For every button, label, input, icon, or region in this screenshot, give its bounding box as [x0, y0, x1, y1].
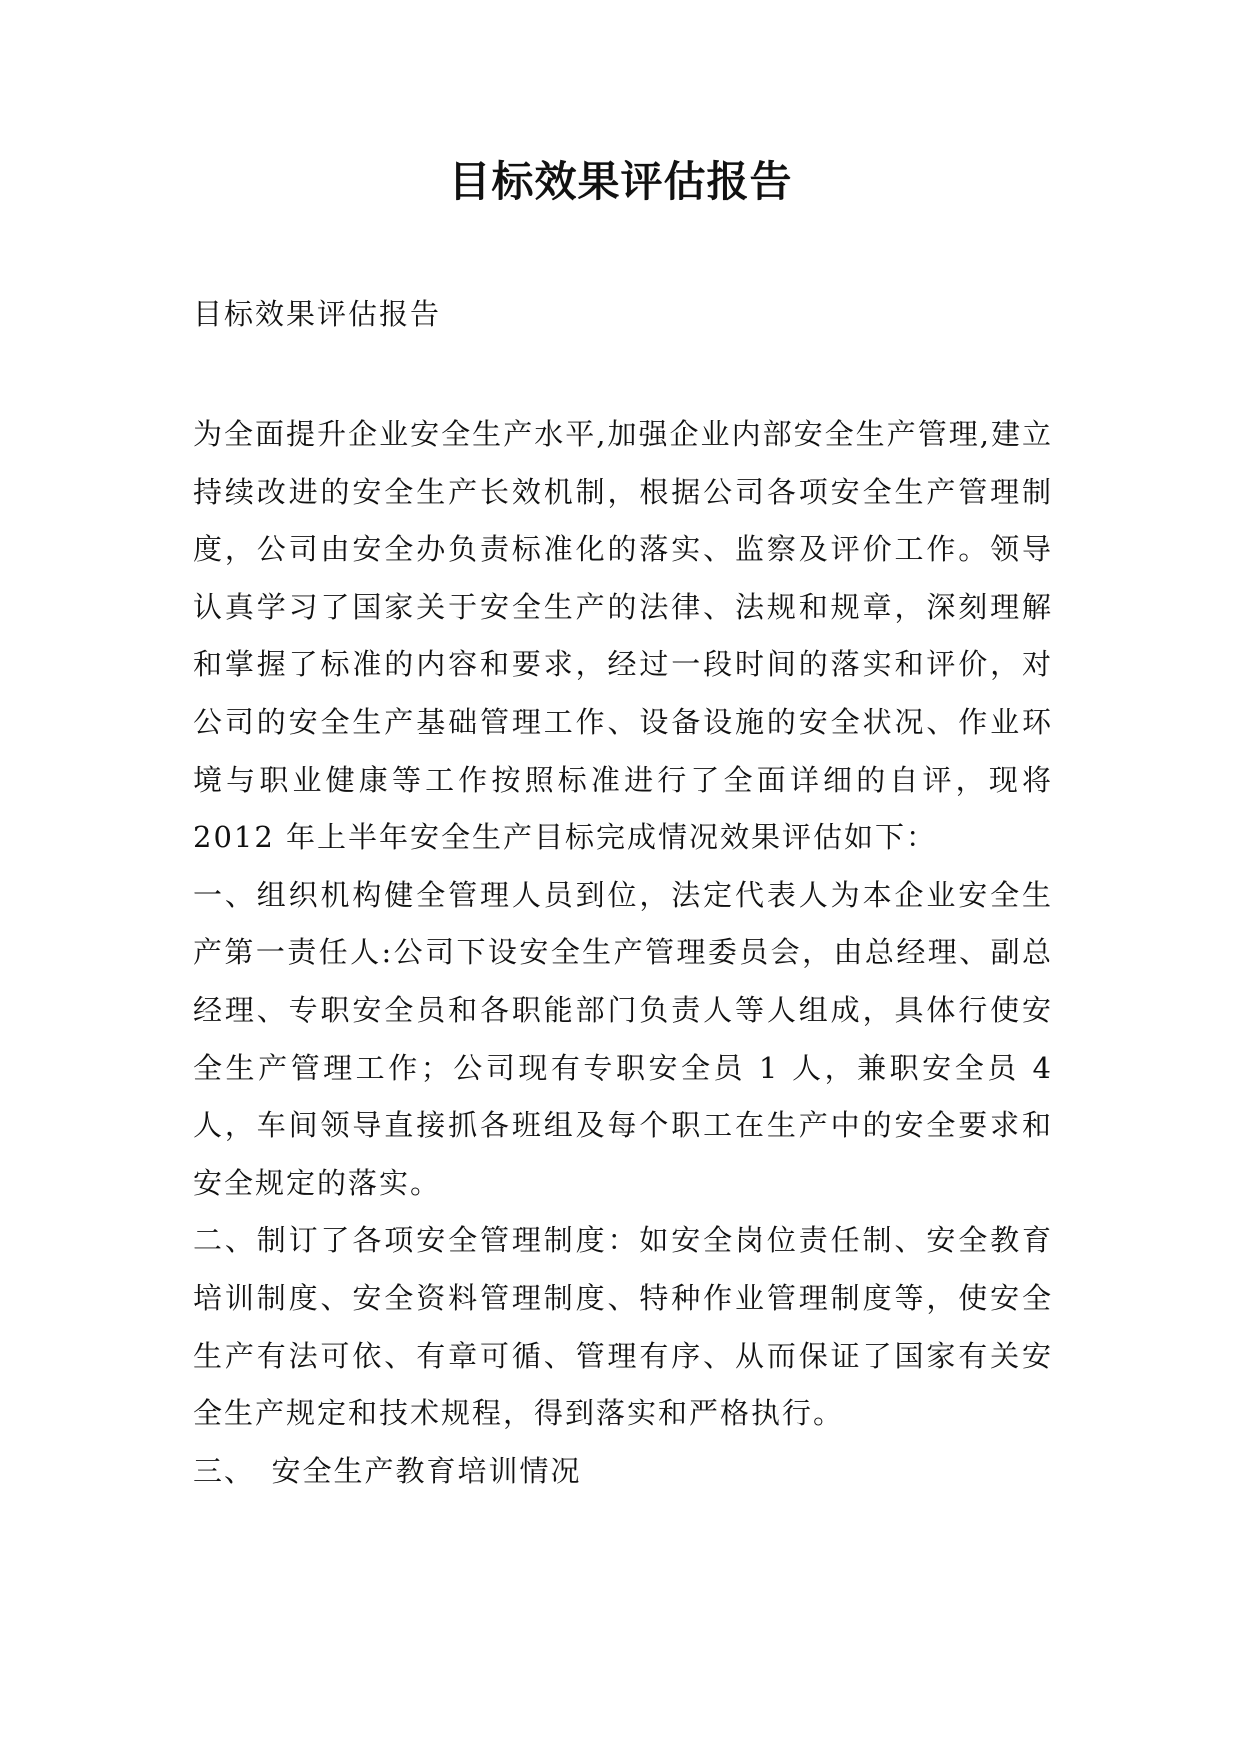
- intro-paragraph: 为全面提升企业安全生产水平,加强企业内部安全生产管理,建立持续改进的安全生产长效机制，根据公司各项安全生产管理制度，公司由安全办负责标准化的落实、监察及评价工作。领导认真学习了国家关于安全生产的法律、法规和规章，深刻理解和掌握了标准的内容和要求，经过一段时间的落实和评价，对公司的安全生产基础管理工作、设备设施的安全状况、作业环境与职业健康等工作按照标准进行了全面详细的自评，现将 2012 年上半年安全生产目标完成情况效果评估如下：: [193, 417, 1053, 855]
- section-two-paragraph: 二、制订了各项安全管理制度：如安全岗位责任制、安全教育培训制度、安全资料管理制度、特种作业管理制度等，使安全生产有法可依、有章可循、管理有序、从而保证了国家有关安全生产规定和技术规程，得到落实和严格执行。: [193, 1223, 1053, 1431]
- section-one-paragraph: 一、组织机构健全管理人员到位，法定代表人为本企业安全生产第一责任人:公司下设安全生产管理委员会，由总经理、副总经理、专职安全员和各职能部门负责人等人组成，具体行使安全生产管理工作；公司现有专职安全员 1 人，兼职安全员 4 人，车间领导直接抓各班组及每个职工在生产中的安全要求和安全规定的落实。: [193, 877, 1053, 1200]
- document-title: 目标效果评估报告: [448, 157, 793, 206]
- section-three-heading: 三、 安全生产教育培训情况: [193, 1453, 582, 1488]
- document-body: [193, 406, 1053, 1500]
- document-subtitle: 目标效果评估报告: [193, 297, 442, 331]
